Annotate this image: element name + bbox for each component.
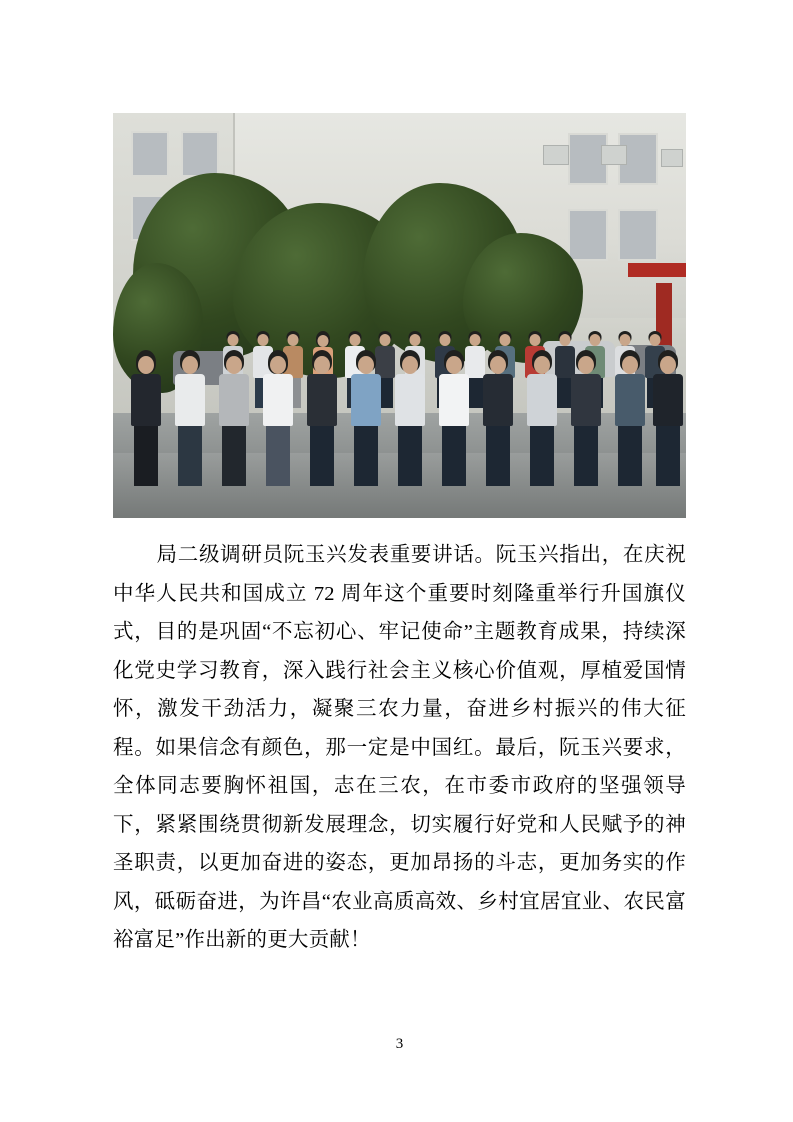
photo-window: [131, 131, 169, 177]
photo-air-conditioner: [661, 149, 683, 167]
photo-person-front: [307, 350, 337, 500]
article-photo: [113, 113, 686, 518]
photo-person-front: [653, 350, 683, 500]
photo-person-front: [439, 350, 469, 500]
article-paragraph: [113, 536, 686, 960]
photo-window: [568, 209, 608, 261]
page-number: 3: [395, 1036, 404, 1052]
photo-person-front: [219, 350, 249, 500]
photo-person-front: [483, 350, 513, 500]
paragraph-text: 局二级调研员阮玉兴发表重要讲话。阮玉兴指出，在庆祝中华人民共和国成立 72 周年这个重要时刻隆重举行升国旗仪式，目的是巩固“不忘初心、牢记使命”主题教育成果，持续深化党史学习教育，深入践行社会主义核心价值观，厚植爱国情怀，激发干劲活力，凝聚三农力量，奋进乡村振兴的伟大征程。如果信念有颜色，那一定是中国红。最后，阮玉兴要求，全体同志要胸怀祖国，志在三农，在市委市政府的坚强领导下，紧紧围绕贯彻新发展理念，切实履行好党和人民赋予的神圣职责，以更加奋进的姿态，更加昂扬的斗志，更加务实的作风，砥砺奋进，为许昌“农业高质高效、乡村宜居宜业、农民富裕富足”作出新的更大贡献！: [113, 544, 686, 951]
photo-person-front: [571, 350, 601, 500]
photo-person-front: [131, 350, 161, 500]
photo-air-conditioner: [601, 145, 627, 165]
photo-person-front: [395, 350, 425, 500]
photo-window: [618, 209, 658, 261]
photo-person-front: [351, 350, 381, 500]
photo-red-banner: [628, 263, 686, 277]
page-content: [113, 0, 686, 1122]
photo-window: [181, 131, 219, 177]
photo-person-front: [263, 350, 293, 500]
photo-person-front: [175, 350, 205, 500]
photo-person-front: [527, 350, 557, 500]
photo-person-front: [615, 350, 645, 500]
photo-air-conditioner: [543, 145, 569, 165]
